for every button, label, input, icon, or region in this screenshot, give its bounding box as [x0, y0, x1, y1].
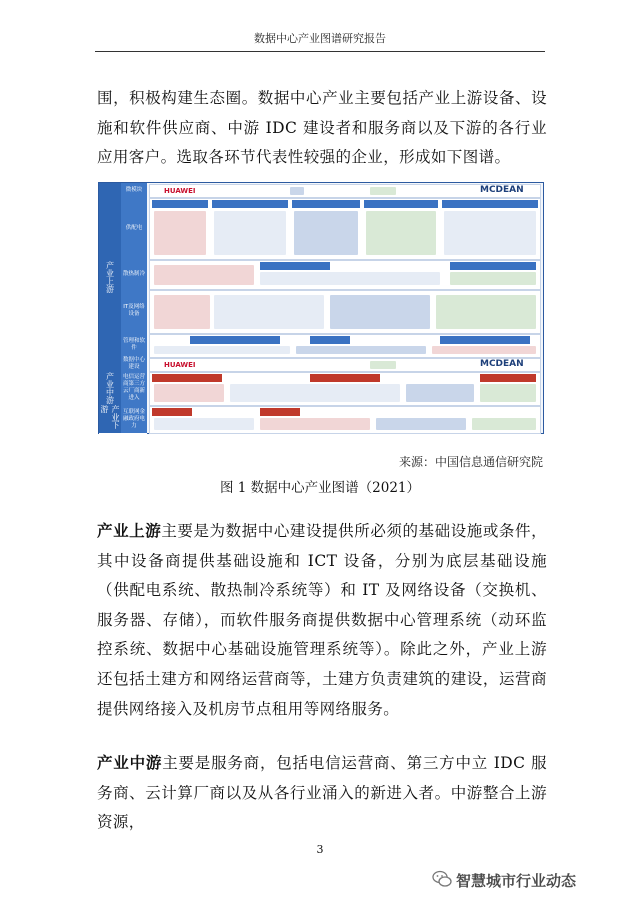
- huawei-logo: HUAWEI: [164, 187, 196, 195]
- vendor-group: [154, 211, 206, 255]
- vendor-group: [154, 346, 290, 354]
- row-label-software: 管理和软件: [121, 333, 147, 358]
- vendor-group: [154, 295, 210, 329]
- industry-map-figure: [98, 182, 544, 434]
- vendor-group: [480, 384, 536, 402]
- term-upstream: 产业上游: [97, 522, 162, 540]
- band-micro-module: [149, 184, 541, 198]
- section-header: [292, 200, 360, 208]
- mcdean-logo: MCDEAN: [480, 185, 524, 195]
- running-header: 数据中心产业图谱研究报告: [254, 32, 386, 45]
- section-header: [152, 408, 192, 416]
- vendor-group: [154, 384, 224, 402]
- section-header: [364, 200, 438, 208]
- vendor-group: [154, 418, 254, 430]
- vendor-group: [366, 211, 436, 255]
- row-label-industries: 互联网金融政府电力: [121, 405, 147, 434]
- section-header: [190, 336, 280, 344]
- vendor-group: [260, 418, 370, 430]
- row-label-it-network: IT及网络设备: [121, 289, 147, 334]
- band-construction: [149, 358, 541, 372]
- vendor-group: [154, 265, 254, 285]
- section-header: [480, 374, 536, 382]
- band-industries: [149, 406, 541, 434]
- logo-tile: [290, 187, 304, 195]
- section-header: [212, 200, 288, 208]
- vendor-group: [214, 295, 324, 329]
- figure-caption: 图 1 数据中心产业图谱（2021）: [219, 480, 421, 496]
- paragraph-midstream: [97, 749, 547, 838]
- side-label-downstream: 产业下游: [99, 405, 121, 434]
- side-label-midstream: 产业中游: [99, 371, 121, 406]
- vendor-group: [406, 384, 474, 402]
- section-header: [152, 374, 222, 382]
- row-label-service-providers: 电信运营商第三方云厂商新进入: [121, 371, 147, 406]
- vendor-group: [376, 418, 466, 430]
- vendor-group: [436, 295, 536, 329]
- vendor-group: [330, 295, 430, 329]
- row-label-power: 供配电: [121, 197, 147, 260]
- wechat-icon: [432, 869, 452, 889]
- section-header: [450, 262, 536, 270]
- huawei-logo-construction: HUAWEI: [164, 361, 196, 369]
- section-header: [310, 336, 350, 344]
- row-label-cooling: 散热制冷: [121, 259, 147, 290]
- band-cooling: [149, 260, 541, 290]
- section-header: [260, 408, 300, 416]
- band-power: [149, 198, 541, 260]
- band-service-providers: [149, 372, 541, 406]
- section-header: [152, 200, 208, 208]
- vendor-group: [444, 211, 536, 255]
- row-label-micro-module: 微模块: [121, 183, 147, 198]
- band-it-network: [149, 290, 541, 334]
- section-header: [310, 374, 380, 382]
- watermark-text: 智慧城市行业动态: [456, 872, 577, 890]
- page-number: 3: [316, 843, 324, 856]
- section-header: [440, 336, 530, 344]
- vendor-group: [230, 384, 400, 402]
- vendor-group: [294, 211, 358, 255]
- logo-tile: [370, 361, 396, 369]
- vendor-group: [214, 211, 286, 255]
- vendor-group: [260, 272, 440, 285]
- vendor-group: [472, 418, 536, 430]
- band-software: [149, 334, 541, 358]
- vendor-group: [450, 272, 536, 285]
- term-midstream: 产业中游: [97, 754, 163, 772]
- header-rule: [95, 51, 545, 52]
- paragraph-midstream-text: 主要是服务商，包括电信运营商、第三方中立 IDC 服务商、云计算厂商以及从各行业涌入的新进入者。中游整合上游资源，: [97, 754, 547, 832]
- paragraph-intro: 围，积极构建生态圈。数据中心产业主要包括产业上游设备、设施和软件供应商、中游 IDC 建设者和服务商以及下游的各行业应用客户。选取各环节代表性较强的企业，形成如下图谱。: [97, 89, 547, 167]
- section-header: [260, 262, 330, 270]
- figure-source: 来源：中国信息通信研究院: [398, 455, 543, 469]
- logo-tile: [370, 187, 396, 195]
- paragraph-upstream-text: 主要是为数据中心建设提供所必须的基础设施或条件，其中设备商提供基础设施和 ICT 设备，分别为底层基础设施（供配电系统、散热制冷系统等）和 IT 及网络设备（交换机、服务器、存储），而软件服务商提供数据中心管理系统（动环监控系统、数据中心基础设施管理系统等）。除此之外，产业上游还包括土建方和网络运营商等，土建方负责建筑的建设，运营商提供网络接入及机房节点租用等网络服务。: [97, 522, 547, 718]
- section-header: [442, 200, 538, 208]
- side-label-upstream: 产业上游: [99, 183, 121, 372]
- mcdean-logo-construction: MCDEAN: [480, 359, 524, 369]
- paragraph-upstream: [97, 517, 547, 724]
- row-label-construction: 数据中心建设: [122, 357, 145, 370]
- vendor-group: [296, 346, 426, 354]
- vendor-group: [432, 346, 536, 354]
